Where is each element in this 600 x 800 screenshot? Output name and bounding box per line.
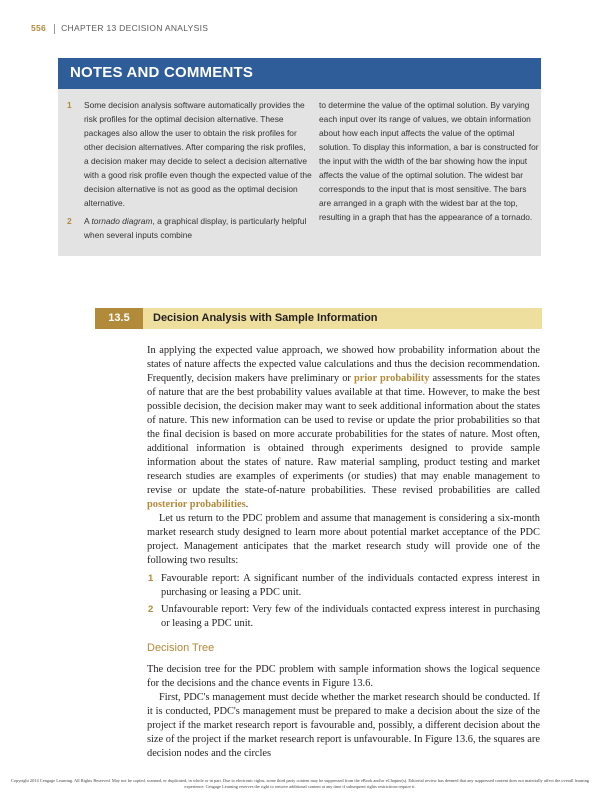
note-continuation: to determine the value of the optimal solution. By varying each input over its range of values, we obtain information about how each input affects the value of the optimal solution. To display this information, a bar is constructed for the input with the width of the bar showing how the input affects the value of the optimal solution. The widest bar corresponds to the input that is most sensitive. The bars are arranged in a graph with the widest bar at the top, resulting in a graph that has the appearance of a tornado. <box>319 100 539 222</box>
body-text <box>147 344 540 761</box>
note-text: Some decision analysis software automatically provides the risk profiles for the optimal decision alternative. These packages also allow the user to obtain the risk profiles for other decision alternatives. After comparing the risk profiles, a decision maker may decide to select a decision alternative with a good risk profile even though the expected value of the decision alternative is not as good as the optimal decision alternative. <box>84 100 312 208</box>
paragraph-1-text-b: assessments for the states of nature that are the best probability values available at that time. However, to make the best possible decision, the decision maker may want to seek additional information about the states of nature. This new information can be used to revise or update the prior probabilities so that the final decision is based on more accurate probabilities for the states of nature. Most often, additional information is obtained through experiments designed to provide sample information about the states of nature. Raw material sampling, product testing and market research studies are examples of experiments (or studies) that may enable management to revise or update the state-of-nature probabilities. These revised probabilities are called <box>147 373 540 496</box>
paragraph-4: First, PDC's management must decide whether the market research should be conducted. If it is conducted, PDC's management must be prepared to make a decision about the size of the project if the market research report is favourable and, possibly, a different decision about the size of the project if the market research report is unfavourable. In Figure 13.6, the squares are decision nodes and the circles <box>147 692 540 759</box>
notes-title-bar <box>58 58 541 89</box>
results-list <box>147 572 540 631</box>
paragraph-1-text-c: . <box>245 499 249 510</box>
section-heading-bar <box>95 308 542 329</box>
running-header <box>31 23 208 34</box>
chapter-title: CHAPTER 13 DECISION ANALYSIS <box>61 23 209 33</box>
note-number: 2 <box>67 216 72 226</box>
notes-and-comments-box <box>58 58 541 256</box>
note-text-pre: A <box>84 216 92 226</box>
list-item <box>147 603 540 631</box>
list-number: 1 <box>148 573 154 584</box>
list-item <box>147 572 540 600</box>
list-text: Unfavourable report: Very few of the individuals contacted express interest in purchasing or leasing a PDC unit. <box>161 604 540 629</box>
notes-right-column <box>319 98 539 224</box>
paragraph-1 <box>147 344 540 512</box>
note-term-tornado-diagram: tornado diagram <box>91 216 153 226</box>
header-divider <box>54 24 55 34</box>
note-number: 1 <box>67 100 72 110</box>
section-number: 13.5 <box>95 308 143 329</box>
subheading-decision-tree: Decision Tree <box>147 642 215 654</box>
paragraph-3: The decision tree for the PDC problem with sample information shows the logical sequence for the decisions and the chance events in Figure 13.6. <box>147 664 540 689</box>
note-text-post: , a graphical display, is particularly helpful when several inputs combine <box>84 216 307 240</box>
note-item-2 <box>66 214 312 242</box>
key-term-posterior-probabilities: posterior probabilities <box>147 499 246 510</box>
section-title: Decision Analysis with Sample Information <box>153 312 378 324</box>
list-text: Favourable report: A significant number of the individuals contacted express interest in purchasing or leasing a PDC unit. <box>161 573 540 598</box>
page-number: 556 <box>31 23 47 33</box>
key-term-prior-probability: prior probability <box>353 373 430 384</box>
copyright-notice: Copyright 2014 Cengage Learning. All Rights Reserved. May not be copied, scanned, or duplicated, in whole or in part. Due to electronic rights, some third party content may be suppressed from the eBook and/or eChapter(s). Editorial review has deemed that any suppressed content does not materially affect the overall learning experience. Cengage Learning reserves the right to remove additional content at any time if subsequent rights restrictions require it. <box>11 778 589 789</box>
notes-left-column <box>66 98 312 242</box>
list-number: 2 <box>148 604 154 615</box>
paragraph-1-text-a: In applying the expected value approach, we showed how probability information about the states of nature affects the expected value calculations and thus the decision recommendation. Frequently, decision makers have preliminary or <box>147 345 540 384</box>
notes-title: NOTES AND COMMENTS <box>70 64 254 81</box>
note-item-1 <box>66 98 312 210</box>
paragraph-2: Let us return to the PDC problem and assume that management is considering a six-month market research study designed to learn more about potential market acceptance of the PDC project. Management anticipates that the market research study will provide one of the following two results: <box>147 513 540 566</box>
